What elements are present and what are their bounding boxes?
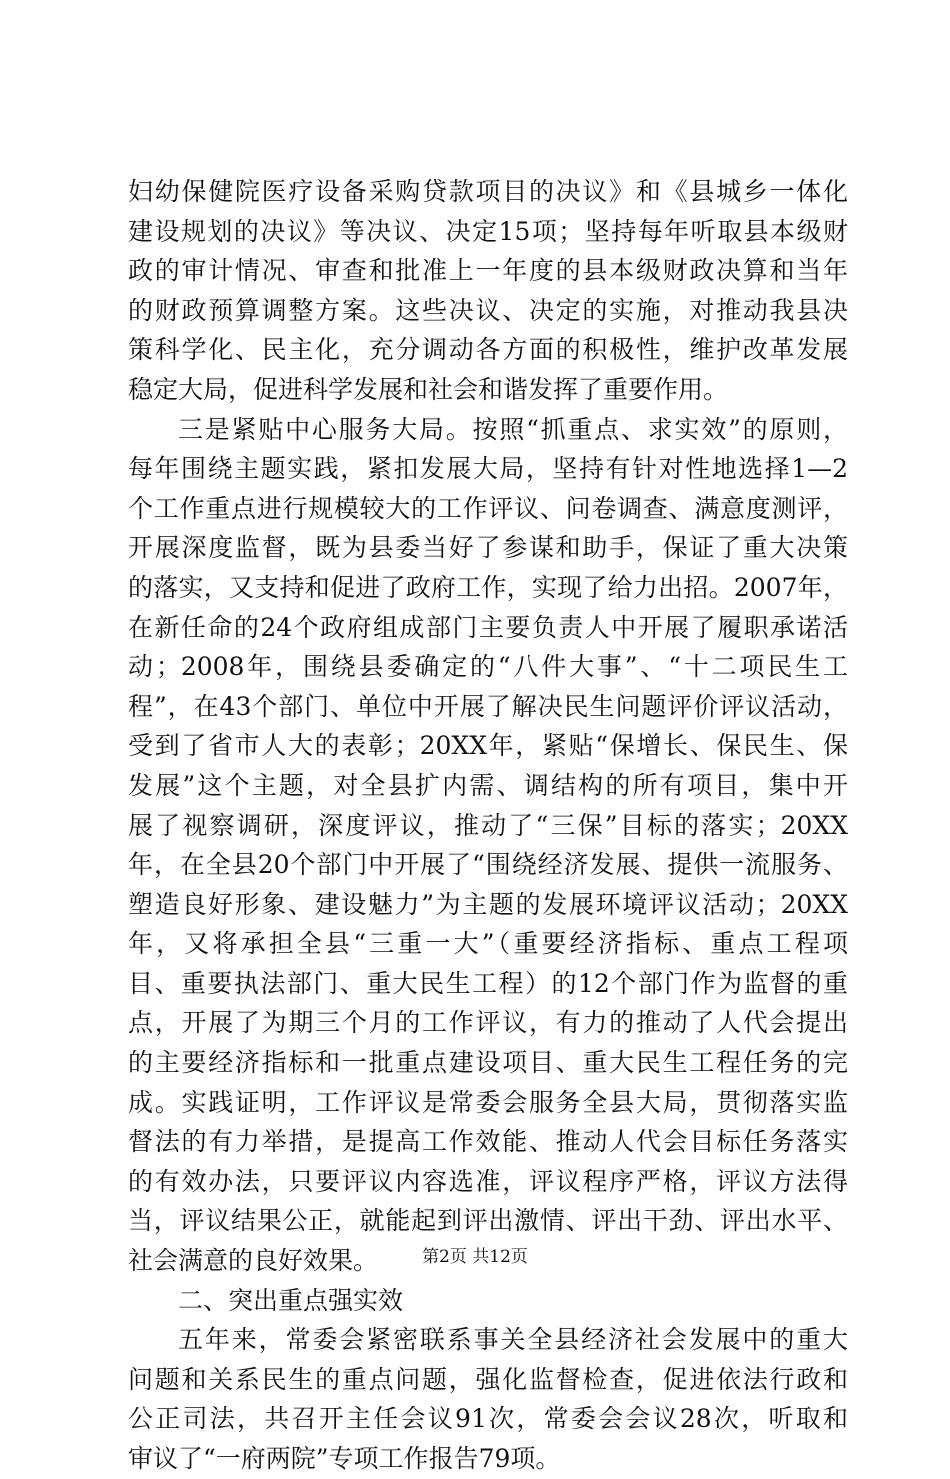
text-line: 建设规划的决议》等决议、决定15项；坚持每年听取县本级财 xyxy=(128,216,848,246)
text-line: 目、重要执法部门、重大民生工程）的12个部门作为监督的重 xyxy=(128,968,848,998)
page-number-label: 第2页 共12页 xyxy=(422,1247,528,1267)
text-line: 年，在全县20个部门中开展了“围绕经济发展、提供一流服务、 xyxy=(128,850,848,880)
text-line: 问题和关系民生的重点问题，强化监督检查，促进依法行政和 xyxy=(128,1364,848,1394)
text-line: 个工作重点进行规模较大的工作评议、问卷调查、满意度测评， xyxy=(128,493,848,523)
page-footer xyxy=(0,1242,950,1267)
text-line: 发展”这个主题，对全县扩内需、调结构的所有项目，集中开 xyxy=(128,770,848,800)
text-line: 年，又将承担全县“三重一大”（重要经济指标、重点工程项 xyxy=(128,929,848,959)
text-line: 成。实践证明，工作评议是常委会服务全县大局，贯彻落实监 xyxy=(128,1087,848,1117)
paragraph-first-line: 三是紧贴中心服务大局。按照“抓重点、求实效”的原则， xyxy=(178,414,848,444)
text-line: 政的审计情况、审查和批准上一年度的县本级财政决算和当年 xyxy=(128,256,848,286)
section-heading: 二、突出重点强实效 xyxy=(178,1285,404,1315)
text-line: 动；2008年，围绕县委确定的“八件大事”、“十二项民生工 xyxy=(128,652,848,682)
text-line: 每年围绕主题实践，紧扣发展大局，坚持有针对性地选择1—2 xyxy=(128,454,848,484)
text-line: 受到了省市人大的表彰；20XX年，紧贴“保增长、保民生、保 xyxy=(128,731,848,761)
text-line: 督法的有力举措，是提高工作效能、推动人代会目标任务落实 xyxy=(128,1127,848,1157)
text-line: 策科学化、民主化，充分调动各方面的积极性，维护改革发展 xyxy=(128,335,848,365)
paragraph-first-line: 五年来，常委会紧密联系事关全县经济社会发展中的重大 xyxy=(178,1325,848,1355)
text-line: 在新任命的24个政府组成部门主要负责人中开展了履职承诺活 xyxy=(128,612,848,642)
text-line: 点，开展了为期三个月的工作评议，有力的推动了人代会提出 xyxy=(128,1008,848,1038)
text-line: 程”，在43个部门、单位中开展了解决民生问题评价评议活动， xyxy=(128,691,848,721)
text-line: 稳定大局，促进科学发展和社会和谐发挥了重要作用。 xyxy=(128,374,729,404)
text-line: 开展深度监督，既为县委当好了参谋和助手，保证了重大决策 xyxy=(128,533,848,563)
text-line: 审议了“一府两院”专项工作报告79项。 xyxy=(128,1444,561,1473)
text-line: 展了视察调研，深度评议，推动了“三保”目标的落实；20XX xyxy=(128,810,848,840)
text-line: 的落实，又支持和促进了政府工作，实现了给力出招。2007年， xyxy=(128,572,848,602)
text-line: 妇幼保健院医疗设备采购贷款项目的决议》和《县城乡一体化 xyxy=(128,177,848,206)
text-line: 的有效办法，只要评议内容选准，评议程序严格，评议方法得 xyxy=(128,1166,848,1196)
text-line: 当，评议结果公正，就能起到评出激情、评出干劲、评出水平、 xyxy=(128,1206,848,1236)
text-line: 的财政预算调整方案。这些决议、决定的实施，对推动我县决 xyxy=(128,295,848,325)
text-line: 的主要经济指标和一批重点建设项目、重大民生工程任务的完 xyxy=(128,1048,848,1078)
body-text xyxy=(128,172,848,1479)
text-line: 塑造良好形象、建设魅力”为主题的发展环境评议活动；20XX xyxy=(128,889,848,919)
text-line: 公正司法，共召开主任会议91次，常委会会议28次，听取和 xyxy=(128,1404,848,1434)
text-line: 社会满意的良好效果。 xyxy=(128,1246,379,1276)
